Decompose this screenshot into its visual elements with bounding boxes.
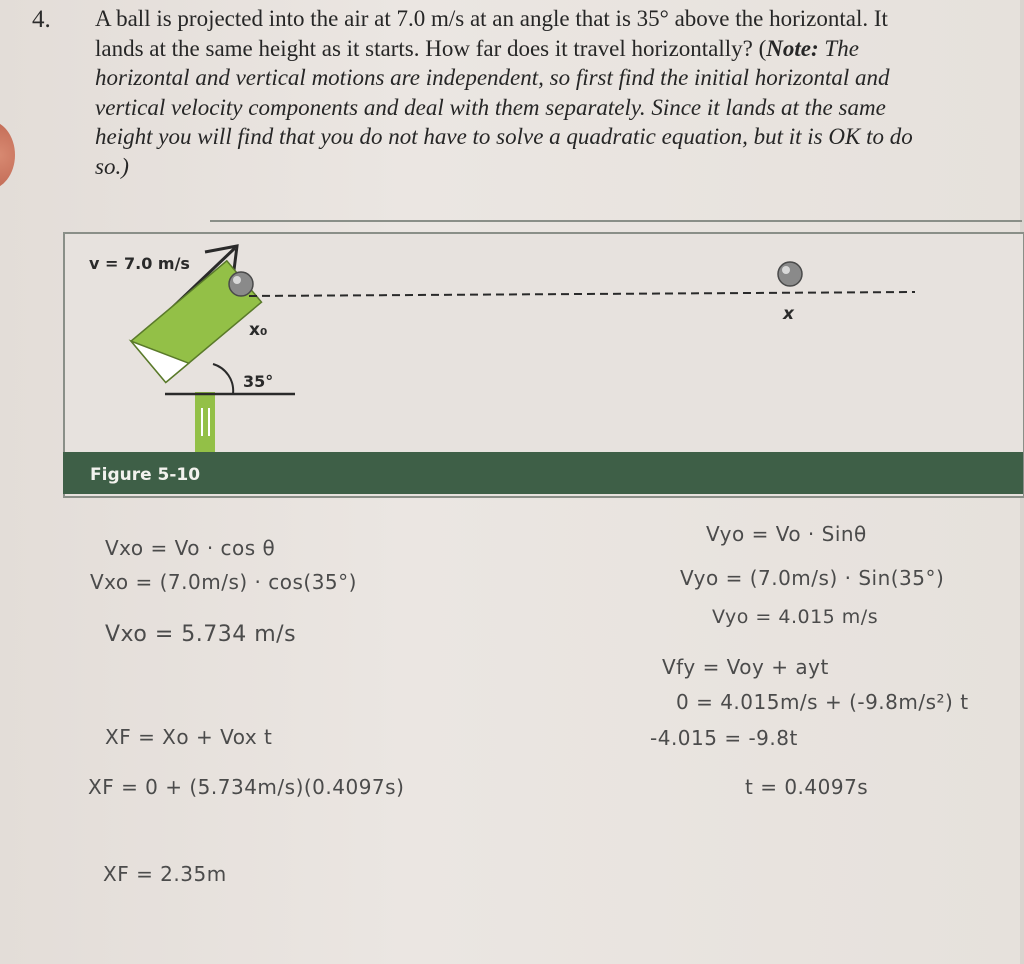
note-label: Note: [766, 35, 819, 61]
question-number: 4. [32, 6, 51, 33]
level-line [249, 292, 915, 296]
hw-t-result: t = 0.4097s [745, 775, 869, 799]
hw-xf-substitution: XF = 0 + (5.734m/s)(0.4097s) [88, 775, 405, 799]
hw-xf-result: XF = 2.35m [103, 862, 227, 886]
ball-start [229, 272, 253, 296]
hw-vxo-formula: Vxo = Vo · cos θ [105, 536, 276, 560]
thumb [0, 120, 15, 190]
x0-label: x₀ [249, 320, 268, 340]
hw-vfy-formula: Vfy = Voy + ayt [662, 655, 829, 679]
hw-vfy-substitution: 0 = 4.015m/s + (-9.8m/s²) t [676, 690, 969, 714]
hw-vxo-result: Vxo = 5.734 m/s [105, 622, 297, 647]
angle-arc [213, 364, 233, 394]
section-rule [210, 220, 1022, 222]
hw-vyo-result: Vyo = 4.015 m/s [712, 606, 879, 628]
note-text: The horizontal and vertical motions are independent, so first find the initial horizontal and vertical velocity components and deal with them separately. Since it lands at the same height you will find that you do not have to solve a quadratic equation, but it is OK to do so.) [95, 35, 913, 179]
question-text [95, 4, 935, 181]
hw-vyo-substitution: Vyo = (7.0m/s) · Sin(35°) [680, 566, 945, 590]
hw-solve-t: -4.015 = -9.8t [650, 726, 798, 750]
figure-caption: Figure 5-10 [90, 465, 201, 485]
hw-vxo-substitution: Vxo = (7.0m/s) · cos(35°) [90, 570, 357, 594]
velocity-label: v = 7.0 m/s [89, 254, 190, 273]
launcher-stand [195, 392, 215, 454]
hw-xf-formula: XF = Xo + Vox t [105, 725, 273, 749]
angle-label: 35° [243, 372, 274, 391]
ball-end [778, 262, 802, 286]
hw-vyo-formula: Vyo = Vo · Sinθ [706, 522, 867, 546]
figure-band [63, 452, 1023, 494]
x-label: x [783, 304, 794, 324]
question-main: A ball is projected into the air at 7.0 m/s at an angle that is 35° above the horizontal. It lands at the same height as it starts. How far does it travel horizontally? ( [95, 6, 888, 61]
